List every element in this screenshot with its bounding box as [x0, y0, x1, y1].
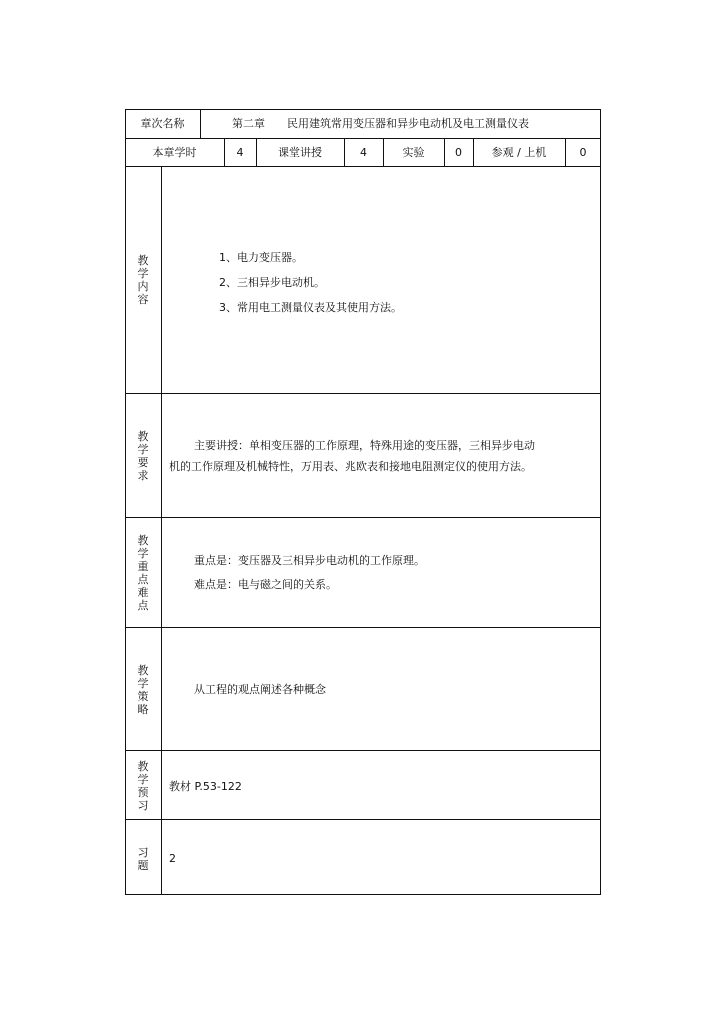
section-label-strategy: 教 学 策 略	[137, 664, 149, 716]
row-divider	[125, 393, 601, 394]
visit-hours-label: 参观 / 上机	[491, 146, 547, 159]
row-divider	[125, 627, 601, 628]
section-label-requirements: 教 学 要 求	[137, 430, 149, 482]
section-label-exercises: 习 题	[137, 846, 149, 872]
label-column-divider	[161, 166, 162, 895]
lab-hours-value: 0	[455, 146, 462, 159]
chapter-title: 第二章 民用建筑常用变压器和异步电动机及电工测量仪表	[232, 117, 529, 130]
total-hours-label: 本章学时	[152, 146, 197, 159]
row-divider	[125, 517, 601, 518]
row-divider	[125, 750, 601, 751]
section-label-content: 教 学 内 容	[137, 254, 149, 306]
row-divider	[125, 166, 601, 167]
content-item: 1、电力变压器。	[219, 251, 303, 264]
row-divider	[125, 138, 601, 139]
visit-hours-value: 0	[579, 146, 587, 159]
column-divider	[200, 109, 201, 138]
section-label-key-points: 教 学 重 点 难 点	[137, 534, 149, 612]
chapter-label: 章次名称	[140, 117, 185, 130]
row-divider	[125, 819, 601, 820]
strategy-text: 从工程的观点阐述各种概念	[194, 683, 326, 696]
section-label-preview: 教 学 预 习	[137, 760, 149, 812]
lecture-hours-label: 课堂讲授	[278, 146, 322, 159]
total-hours-value: 4	[236, 146, 244, 159]
lecture-hours-value: 4	[360, 146, 367, 159]
requirements-line: 机的工作原理及机械特性，万用表、兆欧表和接地电阻测定仪的使用方法。	[169, 460, 532, 473]
difficulty-point: 难点是：电与磁之间的关系。	[194, 578, 337, 591]
content-item: 3、常用电工测量仪表及其使用方法。	[219, 301, 402, 314]
preview-text: 教材 P.53-122	[169, 780, 242, 793]
content-item: 2、三相异步电动机。	[219, 276, 325, 289]
exercises-text: 2	[169, 852, 176, 865]
requirements-line: 主要讲授：单相变压器的工作原理，特殊用途的变压器，三相异步电动	[194, 439, 535, 452]
lab-hours-label: 实验	[402, 146, 425, 159]
key-point: 重点是：变压器及三相异步电动机的工作原理。	[194, 554, 425, 567]
